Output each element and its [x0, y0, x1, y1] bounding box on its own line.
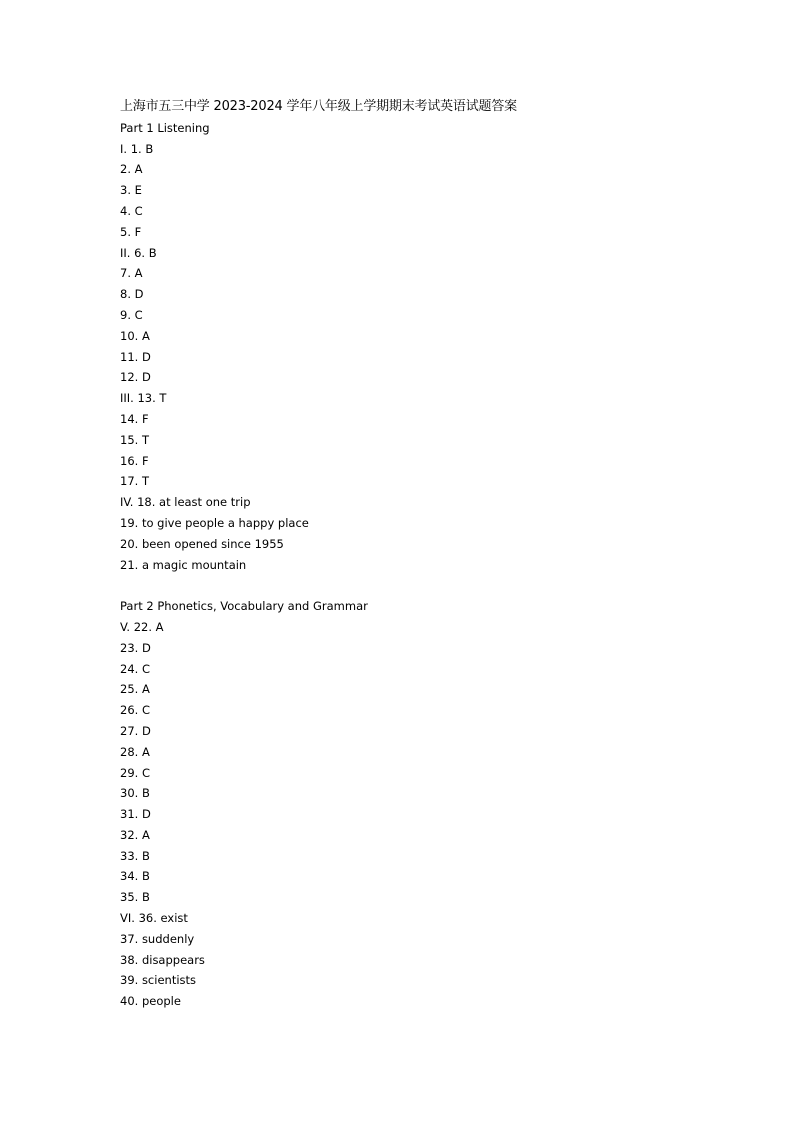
answer-line: VI. 36. exist: [120, 911, 188, 926]
answer-line: 16. F: [120, 453, 149, 468]
answer-line: I. 1. B: [120, 141, 154, 156]
answer-line: 38. disappears: [120, 952, 205, 967]
answer-line: II. 6. B: [120, 245, 157, 260]
section-spacer: [120, 575, 680, 596]
answer-line: 31. D: [120, 807, 151, 822]
answer-line: 11. D: [120, 349, 151, 364]
section-heading-phonetics: Part 2 Phonetics, Vocabulary and Grammar: [120, 599, 368, 614]
answer-line: 15. T: [120, 432, 149, 447]
answer-line: V. 22. A: [120, 619, 164, 634]
answer-line: 28. A: [120, 744, 150, 759]
answer-line: 39. scientists: [120, 973, 197, 988]
answer-line: 34. B: [120, 869, 150, 884]
answer-line: 24. C: [120, 661, 150, 676]
answer-line: 21. a magic mountain: [120, 557, 247, 572]
answer-line: 19. to give people a happy place: [120, 515, 309, 530]
section-listening-answers: [120, 139, 680, 576]
answer-line: 5. F: [120, 224, 142, 239]
answer-line: 4. C: [120, 203, 143, 218]
answer-line: 12. D: [120, 370, 151, 385]
answer-line: 40. people: [120, 994, 181, 1009]
answer-line: 27. D: [120, 723, 151, 738]
answer-line: 7. A: [120, 266, 143, 281]
answer-line: III. 13. T: [120, 391, 167, 406]
answer-line: 9. C: [120, 307, 143, 322]
answer-line: 30. B: [120, 786, 150, 801]
answer-line: 37. suddenly: [120, 931, 195, 946]
answer-document: [120, 97, 680, 1012]
answer-line: IV. 18. at least one trip: [120, 495, 251, 510]
answer-line: 8. D: [120, 287, 144, 302]
answer-line: 29. C: [120, 765, 150, 780]
answer-line: 32. A: [120, 827, 150, 842]
answer-line: 3. E: [120, 183, 142, 198]
document-title: 上海市五三中学 2023-2024 学年八年级上学期期末考试英语试题答案: [120, 99, 517, 114]
answer-line: 35. B: [120, 890, 150, 905]
answer-line: 23. D: [120, 640, 151, 655]
section-heading-listening: Part 1 Listening: [120, 120, 210, 135]
answer-line: 26. C: [120, 703, 150, 718]
answer-line: 10. A: [120, 328, 150, 343]
section-phonetics-answers: [120, 617, 680, 1012]
answer-line: 14. F: [120, 411, 149, 426]
answer-line: 20. been opened since 1955: [120, 536, 284, 551]
answer-line: 17. T: [120, 474, 149, 489]
answer-line: 33. B: [120, 848, 150, 863]
answer-line: 25. A: [120, 682, 150, 697]
answer-line: 2. A: [120, 162, 143, 177]
